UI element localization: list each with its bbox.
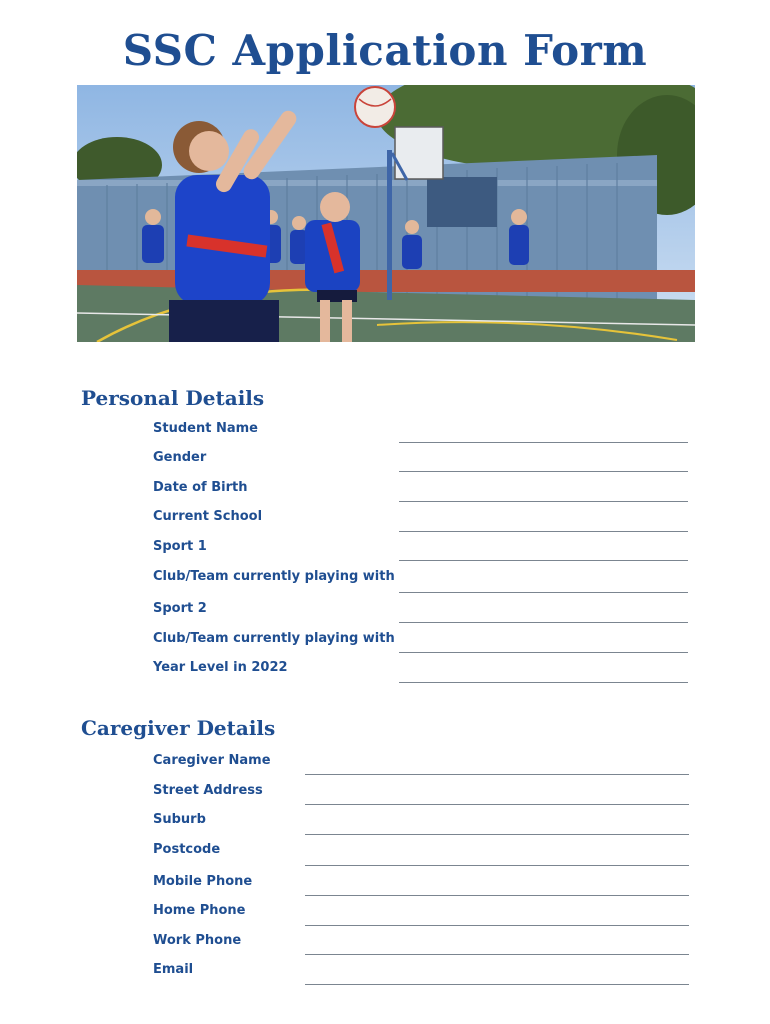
email-field[interactable]: [305, 984, 689, 985]
caregiver-name-field[interactable]: [305, 774, 689, 775]
caregiver-name-label: Caregiver Name: [153, 753, 271, 768]
caregiver-details-heading: Caregiver Details: [81, 716, 276, 740]
sport-1-field[interactable]: [399, 560, 688, 561]
email-label: Email: [153, 962, 194, 977]
suburb-field[interactable]: [305, 834, 689, 835]
street-address-label: Street Address: [153, 783, 263, 798]
sport-1-label: Sport 1: [153, 539, 207, 554]
page-title: SSC Application Form: [122, 26, 648, 75]
gender-field[interactable]: [399, 471, 688, 472]
club-team-2-label: Club/Team currently playing with: [153, 631, 395, 646]
postcode-field[interactable]: [305, 865, 689, 866]
date-of-birth-field[interactable]: [399, 501, 688, 502]
home-phone-field[interactable]: [305, 925, 689, 926]
club-team-1-field[interactable]: [399, 592, 688, 593]
sport-2-label: Sport 2: [153, 601, 207, 616]
current-school-field[interactable]: [399, 531, 688, 532]
work-phone-field[interactable]: [305, 954, 689, 955]
student-name-field[interactable]: [399, 442, 688, 443]
current-school-label: Current School: [153, 509, 263, 524]
gender-label: Gender: [153, 450, 207, 465]
suburb-label: Suburb: [153, 812, 206, 827]
year-level-field[interactable]: [399, 682, 688, 683]
mobile-phone-field[interactable]: [305, 895, 689, 896]
personal-details-heading: Personal Details: [81, 386, 265, 410]
sport-2-field[interactable]: [399, 622, 688, 623]
street-address-field[interactable]: [305, 804, 689, 805]
date-of-birth-label: Date of Birth: [153, 480, 248, 495]
netball-players-photo-icon: [77, 85, 695, 342]
club-team-1-label: Club/Team currently playing with: [153, 569, 395, 584]
netball-photo: [77, 85, 695, 342]
home-phone-label: Home Phone: [153, 903, 246, 918]
work-phone-label: Work Phone: [153, 933, 242, 948]
club-team-2-field[interactable]: [399, 652, 688, 653]
mobile-phone-label: Mobile Phone: [153, 874, 253, 889]
postcode-label: Postcode: [153, 842, 221, 857]
year-level-label: Year Level in 2022: [153, 660, 288, 675]
student-name-label: Student Name: [153, 421, 258, 436]
